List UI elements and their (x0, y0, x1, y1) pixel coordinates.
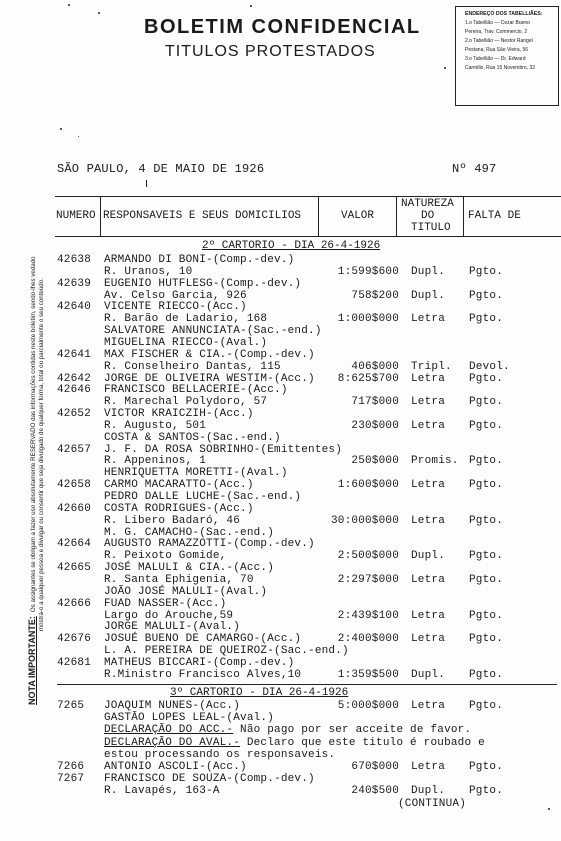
table-header (55, 196, 561, 237)
entry-text: estou processando os responsaveis. (104, 748, 336, 761)
entry-text: GASTÃO LOPES LEAL-(Aval.) (104, 712, 275, 725)
entry-number: 7267 (57, 773, 85, 786)
entry-value: 1:000$000 (337, 313, 399, 326)
entry-nature: Dupl. (411, 785, 446, 798)
entry-text: PEDRO DALLE LUCHE-(Sac.-end.) (104, 491, 302, 503)
entry-number: 42646 (57, 384, 92, 397)
entry-reason: Devol. (469, 360, 510, 373)
section-heading-2: 2º CARTORIO - DIA 26-4-1926 (202, 240, 381, 252)
bulletin-subtitle: TITULOS PROTESTADOS (165, 43, 376, 60)
entry-text: COSTA & SANTOS-(Sac.-end.) (104, 431, 281, 444)
entry-reason: Pgto. (469, 265, 504, 278)
entry-value: 2:439$100 (337, 609, 399, 622)
entry-number: 42665 (57, 562, 92, 575)
entry-nature: Letra (411, 396, 446, 409)
entry-nature: Dupl. (411, 289, 446, 302)
entry-nature: Letra (411, 479, 446, 492)
entry-text: R. Augusto, 501 (104, 419, 207, 432)
address-line: 2.o Tabellião — Nestor Rangel (465, 38, 533, 44)
entry-nature: Letra (411, 609, 446, 622)
entry-value: 240$500 (351, 785, 399, 798)
dateline: SÃO PAULO, 4 DE MAIO DE 1926 (57, 162, 265, 176)
entry-reason: Pgto. (469, 289, 504, 302)
entry-text: CARMO MACARATTO-(Acc.) (104, 479, 254, 492)
entry-text: FUAD NASSER-(Acc.) (104, 597, 227, 610)
entry-nature: Letra (411, 573, 446, 586)
important-label: NOTA IMPORTANTE: (27, 616, 37, 705)
entry-text: Largo do Arouche,59 (104, 609, 234, 622)
entry-nature: Letra (411, 700, 446, 712)
entry-text: JOSUÉ BUENO DE CAMARGO-(Acc.) (104, 633, 302, 646)
entry-reason: Pgto. (469, 455, 504, 468)
col-natureza-3: TITULO (411, 222, 451, 234)
entry-value: 406$000 (351, 360, 399, 373)
entry-value: 250$000 (351, 455, 399, 468)
entry-nature: Promis. (411, 455, 459, 468)
entry-reason: Pgto. (469, 668, 504, 681)
entry-value: 717$000 (351, 396, 399, 409)
entry-text: R. Conselheiro Dantas, 115 (104, 360, 281, 373)
entry-reason: Pgto. (469, 633, 504, 646)
bulletin-title: BOLETIM CONFIDENCIAL (144, 16, 421, 38)
entry-number: 42658 (57, 479, 92, 492)
entry-text: R. Peixoto Gomide, (104, 550, 227, 563)
addresses-heading: ENDEREÇO DOS TABELLIÃES: (465, 11, 543, 17)
entry-value: 1:600$000 (337, 479, 399, 492)
entry-text: EUGENIO HUTFLESG-(Comp.-dev.) (104, 277, 302, 290)
address-line: Pereira, Trav. Commercio, 2 (465, 29, 528, 35)
section-heading-3: 3º CARTORIO - DIA 26-4-1926 (170, 687, 349, 699)
entry-text: VICTOR KRAICZIH-(Acc.) (104, 408, 254, 421)
entry-number: 42660 (57, 502, 92, 515)
entry-value: 30:000$000 (330, 514, 399, 527)
entry-text: JOAQUIM NUNES-(Acc.) (104, 700, 241, 712)
entry-number: 7266 (57, 761, 85, 773)
entry-value: 758$200 (351, 289, 399, 302)
col-falta: FALTA DE (468, 210, 521, 222)
entry-number: 42639 (57, 277, 92, 290)
entry-reason: Pgto. (469, 573, 504, 586)
entry-number: 42638 (57, 254, 92, 266)
entry-number: 42681 (57, 656, 92, 669)
entry-text: DECLARAÇÃO DO AVAL.- Declaro que este titulo é roubado e (104, 736, 485, 749)
entry-nature: Letra (411, 514, 446, 527)
entry-nature: Letra (411, 761, 446, 773)
entry-reason: Pgto. (469, 609, 504, 622)
address-line: Pestana, Rua São Vieira, 56 (465, 47, 529, 53)
entry-number: 42641 (57, 348, 92, 361)
entry-nature: Tripl. (411, 360, 452, 373)
entry-nature: Dupl. (411, 550, 446, 563)
entry-value: 2:400$000 (337, 633, 399, 646)
entry-value: 670$000 (351, 761, 399, 773)
entry-text: R. Appeninos, 1 (104, 455, 207, 468)
entry-number: 42657 (57, 443, 92, 456)
entry-text: AUGUSTO RAMAZZOTTI-(Comp.-dev.) (104, 538, 315, 551)
entry-value: 5:000$000 (337, 700, 399, 712)
entry-reason: Pgto. (469, 785, 504, 798)
entry-number: 42676 (57, 633, 92, 646)
continua-label: (CONTINUA) (398, 798, 467, 810)
bulletin-number: Nº 497 (452, 162, 497, 176)
entry-text: R. Libero Badaró, 46 (104, 514, 241, 527)
entry-number: 42640 (57, 301, 92, 314)
entry-text: Av. Celso Garcia, 926 (104, 289, 247, 302)
entry-text: MATHEUS BICCARI-(Comp.-dev.) (104, 656, 295, 669)
col-natureza-2: DO (421, 210, 435, 222)
entry-text: ARMANDO DI BONI-(Comp.-dev.) (104, 254, 295, 266)
col-responsaveis: RESPONSAVEIS E SEUS DOMICILIOS (103, 210, 302, 222)
entry-text: JORGE MALULI-(Aval.) (104, 621, 241, 634)
entry-text: HENRIQUETTA MORETTI-(Aval.) (104, 467, 288, 480)
entry-reason: Pgto. (469, 761, 504, 773)
entry-nature: Dupl. (411, 265, 446, 278)
entry-text: R.Ministro Francisco Alves,10 (104, 668, 302, 681)
entry-reason: Pgto. (469, 479, 504, 492)
entry-reason: Pgto. (469, 514, 504, 527)
entry-text: L. A. PEREIRA DE QUEIROZ-(Sac.-end.) (104, 645, 349, 658)
entry-number: 42666 (57, 597, 92, 610)
entry-reason: Pgto. (469, 313, 504, 326)
entry-reason: Pgto. (469, 419, 504, 432)
entry-text: JOÃO JOSÉ MALULI-(Aval.) (104, 585, 268, 598)
entry-text: JORGE DE OLIVEIRA WESTIM-(Acc.) (104, 372, 315, 385)
address-line: Carmillo, Rua 15 Novembro, 32 (465, 65, 536, 71)
entry-reason: Pgto. (469, 550, 504, 563)
note-line-2: mostrá-o a qualquer pessoa e divulgar ou consentir que seja divulgado de qualquer forma, total ou parcialmente o seu conteúdo. (38, 278, 45, 631)
entry-text: JOSÉ MALULI & CIA.-(Acc.) (104, 562, 275, 575)
entry-number: 42642 (57, 372, 92, 385)
col-natureza-1: NATUREZA (401, 198, 454, 210)
section-divider (57, 684, 557, 685)
entry-value: 1:359$500 (337, 668, 399, 681)
entry-text: MAX FISCHER & CIA.-(Comp.-dev.) (104, 348, 315, 361)
notary-addresses-box (455, 6, 559, 106)
entry-number: 42664 (57, 538, 92, 551)
entry-text: R. Santa Ephigenia, 70 (104, 573, 254, 586)
entry-value: 1:599$600 (337, 265, 399, 278)
entry-text: FRANCISCO DE SOUZA-(Comp.-dev.) (104, 773, 315, 786)
entry-text: ANTONIO ASCOLI-(Acc.) (104, 761, 247, 773)
col-numero: NUMERO (56, 210, 96, 222)
entry-value: 2:500$000 (337, 550, 399, 563)
entry-nature: Dupl. (411, 668, 446, 681)
entry-text: R. Lavapés, 163-A (104, 785, 220, 798)
entry-nature: Letra (411, 313, 446, 326)
entry-value: 2:297$000 (337, 573, 399, 586)
entry-reason: Pgto. (469, 372, 504, 385)
entry-text: FRANCISCO BELLACERIE-(Acc.) (104, 384, 288, 397)
entry-reason: Pgto. (469, 396, 504, 409)
entry-text: MIGUELINA RIECCO-(Aval.) (104, 336, 268, 349)
note-line-1: Os assignantes se obrigam a fazer uso absolutamente RESERVADO das informações contidas neste boletim, sendo-lhes vedado (30, 256, 37, 613)
entry-text: DECLARAÇÃO DO ACC.- Não pago por ser acceite de favor. (104, 724, 472, 737)
entry-text: SALVATORE ANNUNCIATA-(Sac.-end.) (104, 325, 322, 338)
entry-text: R. Uranos, 10 (104, 265, 193, 278)
entry-value: 8:625$700 (337, 372, 399, 385)
entry-nature: Letra (411, 419, 446, 432)
entry-text: VICENTE RIECCO-(Acc.) (104, 301, 247, 314)
col-valor: VALOR (341, 210, 375, 222)
entry-reason: Pgto. (469, 700, 504, 712)
entry-text: R. Marechal Polydoro, 57 (104, 396, 268, 409)
entry-number: 7265 (57, 700, 85, 712)
entry-text: J. F. DA ROSA SOBRINHO-(Emittentes) (104, 443, 343, 456)
confidentiality-note (28, 256, 46, 705)
entry-value: 230$000 (351, 419, 399, 432)
address-line: 3.o Tabellião — Dr. Edward (465, 56, 526, 62)
address-line: 1.o Tabellião — Cezar Bueno (465, 20, 530, 26)
entry-text: M. G. CAMACHO-(Sac.-end.) (104, 526, 275, 539)
entry-text: COSTA RODRIGUES-(Acc.) (104, 502, 254, 515)
entry-nature: Letra (411, 372, 446, 385)
entry-text: R. Barão de Ladario, 168 (104, 313, 268, 326)
entry-nature: Letra (411, 633, 446, 646)
entry-number: 42652 (57, 408, 92, 421)
